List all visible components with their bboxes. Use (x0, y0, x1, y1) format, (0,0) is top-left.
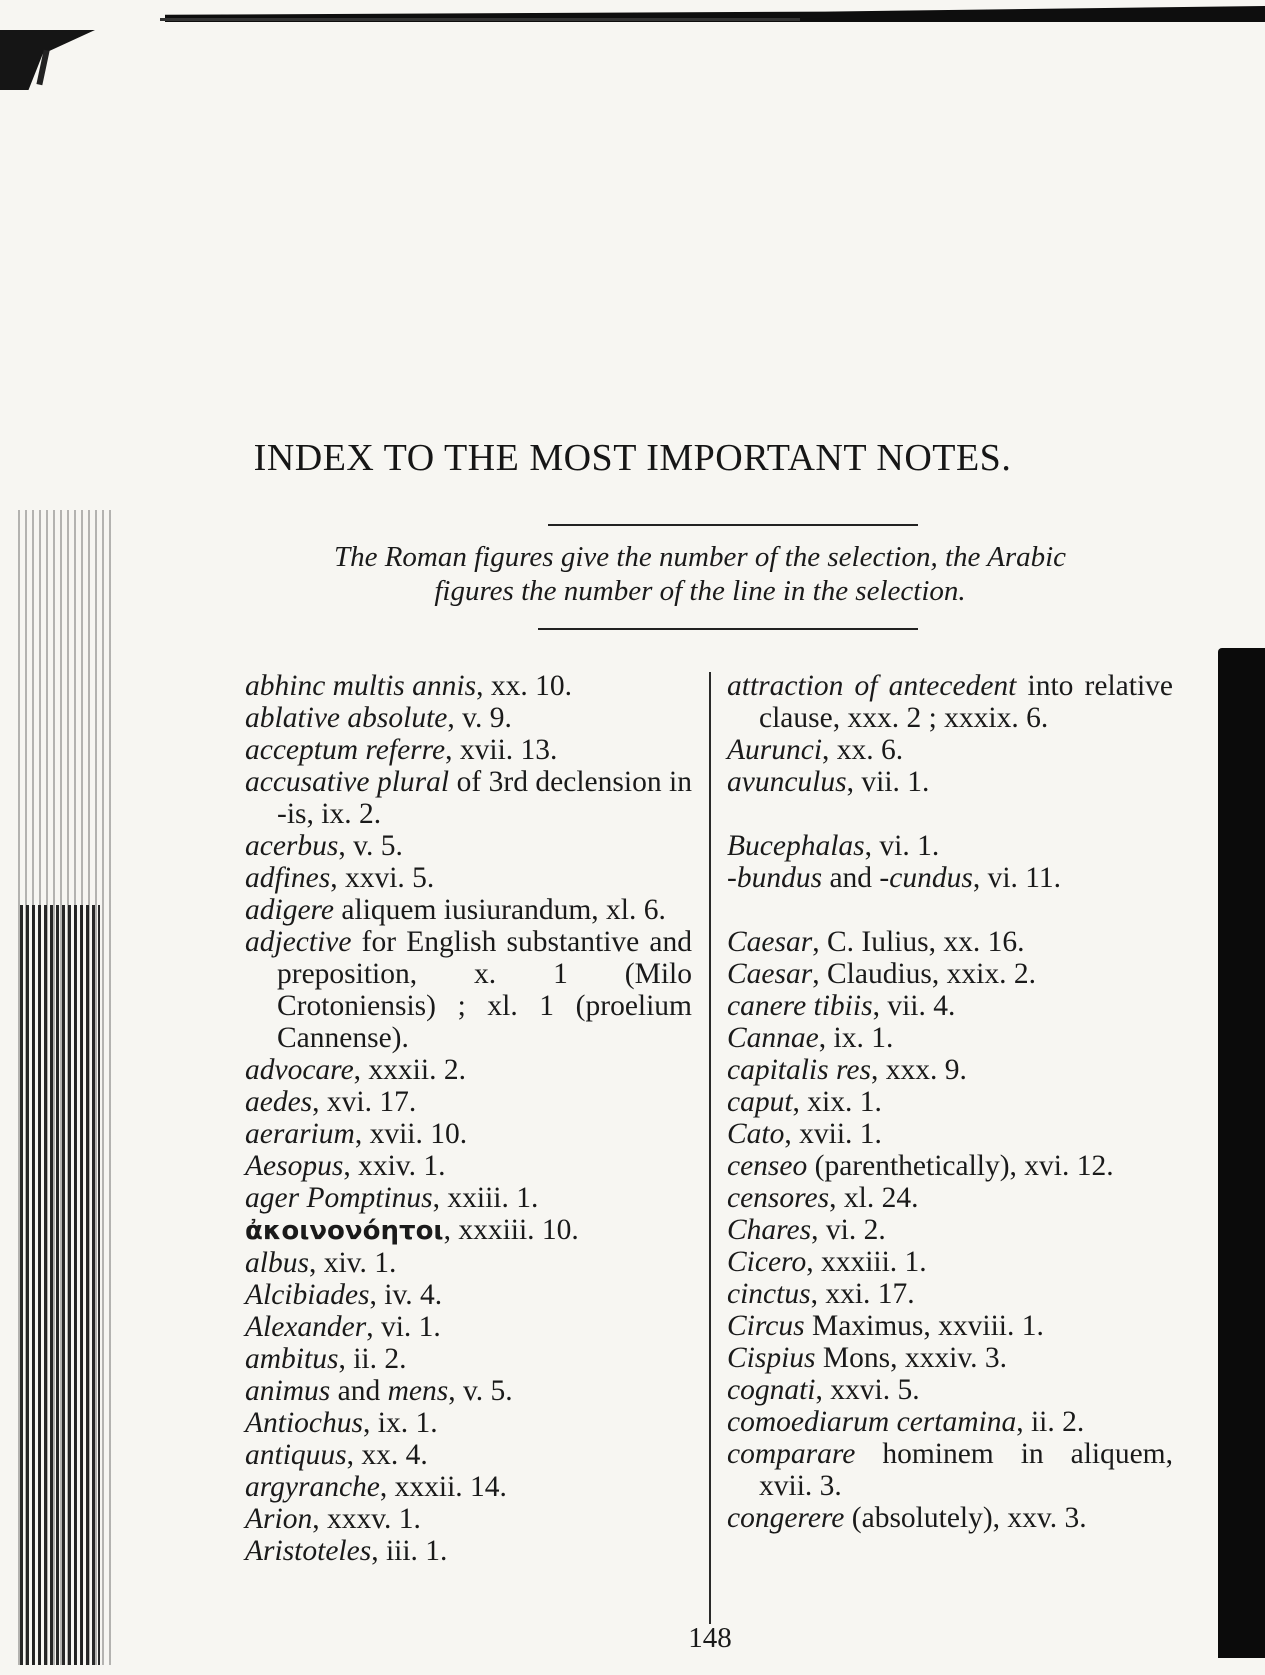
index-headword: Antiochus (245, 1407, 363, 1439)
index-entry (245, 766, 692, 830)
index-headword: Cispius (727, 1342, 816, 1374)
index-headword: animus (245, 1375, 331, 1407)
index-reference: , xvii. 13. (445, 734, 558, 766)
index-entry (727, 958, 1173, 990)
index-reference: , C. Iulius, xx. 16. (812, 926, 1025, 958)
index-headword: argyranche (245, 1471, 380, 1503)
index-headword: attraction of antecedent (727, 670, 1017, 702)
index-entry (245, 1086, 692, 1118)
index-entry (727, 1150, 1173, 1182)
index-entry (245, 830, 692, 862)
index-headword: ablative absolute (245, 702, 448, 734)
index-entry (727, 1342, 1173, 1374)
index-entry (727, 1214, 1173, 1246)
subtitle-line-1: The Roman figures give the number of the selection, the Arabic (333, 541, 1067, 573)
index-reference: , xix. 1. (792, 1086, 882, 1118)
index-reference: , xxvi. 5. (330, 862, 435, 894)
index-entry (245, 1375, 692, 1407)
index-entry (245, 1054, 692, 1086)
index-entry (727, 862, 1173, 894)
index-headword: Arion (245, 1503, 313, 1535)
index-reference: (parenthetically), xvi. 12. (807, 1150, 1114, 1182)
index-reference: , ii. 2. (1016, 1406, 1085, 1438)
index-entry (727, 1182, 1173, 1214)
index-reference: , xx. 6. (822, 734, 904, 766)
index-reference: , xxxiii. 1. (806, 1246, 927, 1278)
index-headword: Caesar (727, 958, 813, 990)
index-headword: canere tibiis (727, 990, 873, 1022)
index-reference: , xl. 24. (829, 1182, 919, 1214)
index-headword: acceptum referre (245, 734, 446, 766)
index-headword: Circus (727, 1310, 805, 1342)
index-column-left (245, 670, 692, 1567)
index-headword: adjective (245, 926, 352, 958)
index-entry (245, 670, 692, 702)
index-entry (245, 1503, 692, 1535)
index-headword: -bundus (727, 862, 823, 894)
index-entry (245, 1535, 692, 1567)
index-entry (727, 1406, 1173, 1438)
index-entry (245, 702, 692, 734)
index-headword: Alexander (245, 1311, 367, 1343)
index-entry (727, 1118, 1173, 1150)
index-reference: , xxvi. 5. (815, 1374, 920, 1406)
index-headword: avunculus (727, 766, 847, 798)
index-headword: Chares (727, 1214, 812, 1246)
index-reference: , xiv. 1. (308, 1247, 397, 1279)
index-headword: albus (245, 1247, 309, 1279)
index-entry (245, 1279, 692, 1311)
index-reference: , xxiv. 1. (343, 1150, 446, 1182)
index-headword: adigere (245, 894, 335, 926)
index-entry (245, 862, 692, 894)
subtitle (200, 540, 1200, 608)
index-headword: congerere (727, 1502, 845, 1534)
index-reference: , vii. 1. (846, 766, 930, 798)
index-entry (727, 1054, 1173, 1086)
index-reference: , xxx. 9. (870, 1054, 967, 1086)
column-divider (709, 672, 711, 1624)
index-reference: , xxiii. 1. (432, 1182, 539, 1214)
index-headword: Cannae (727, 1022, 819, 1054)
index-entry (245, 1214, 692, 1247)
index-reference: Mons, xxxiv. 3. (815, 1342, 1008, 1374)
index-reference: , xxxiii. 10. (443, 1214, 579, 1246)
index-entry (727, 1086, 1173, 1118)
index-reference: , vii. 4. (872, 990, 956, 1022)
index-entry (727, 990, 1173, 1022)
index-headword: Cicero (727, 1246, 807, 1278)
index-headword: Caesar (727, 926, 813, 958)
index-reference: , vi. 1. (864, 830, 940, 862)
index-reference: , ix. 1. (818, 1022, 894, 1054)
index-reference: , v. 5. (338, 830, 403, 862)
index-entry (727, 1374, 1173, 1406)
index-column-right (727, 670, 1173, 1534)
index-entry (245, 894, 692, 926)
index-headword: Aurunci (727, 734, 823, 766)
index-reference: , vi. 2. (811, 1214, 886, 1246)
index-headword: Bucephalas (727, 830, 865, 862)
index-entry (245, 1471, 692, 1503)
index-reference: (absolutely), xxv. 3. (844, 1502, 1087, 1534)
index-reference: , xx. 10. (476, 670, 572, 702)
index-headword: abhinc multis annis (245, 670, 477, 702)
index-headword: Aesopus (245, 1150, 344, 1182)
index-headword: Alcibiades (245, 1279, 370, 1311)
index-entry (727, 1502, 1173, 1534)
index-reference: , xvii. 1. (784, 1118, 882, 1150)
index-reference: , ix. 1. (363, 1407, 438, 1439)
index-reference: of 3rd declension in -is, ix. 2. (277, 766, 692, 830)
index-headword: capitalis res (727, 1054, 871, 1086)
index-headword: ager Pomptinus (245, 1182, 433, 1214)
index-entry (727, 1022, 1173, 1054)
index-entry (727, 1310, 1173, 1342)
index-reference: hominem in aliquem, xvii. 3. (759, 1438, 1173, 1502)
index-entry (245, 734, 692, 766)
index-reference: , xvii. 10. (354, 1118, 468, 1150)
scan-edge-top-line (160, 18, 800, 21)
index-entry (245, 1407, 692, 1439)
index-entry (727, 670, 1173, 734)
index-headword: comparare (727, 1438, 856, 1470)
index-entry (245, 1182, 692, 1214)
index-reference: , xxi. 17. (810, 1278, 915, 1310)
index-entry (727, 1438, 1173, 1502)
index-headword: Aristoteles (245, 1535, 372, 1567)
index-headword: aerarium (245, 1118, 355, 1150)
index-reference: , v. 9. (447, 702, 512, 734)
index-headword: accusative plural (245, 766, 450, 798)
index-reference: , xxxii. 14. (379, 1471, 507, 1503)
index-headword: acerbus (245, 830, 339, 862)
index-entry (727, 766, 1173, 798)
index-headword: aedes (245, 1086, 313, 1118)
index-headword: Cato (727, 1118, 785, 1150)
index-headword: comoediarum certamina (727, 1406, 1017, 1438)
index-entry (727, 734, 1173, 766)
index-reference: for English substantive and preposition, x. 1 (Milo Crotoniensis) ; xl. 1 (proelium Cannense). (277, 926, 692, 1054)
index-reference: Maximus, xxviii. 1. (804, 1310, 1044, 1342)
subtitle-line-2: figures the number of the line in the selection. (434, 575, 966, 607)
index-entry (245, 1343, 692, 1375)
title-rule-top (548, 524, 918, 526)
index-entry (727, 926, 1173, 958)
index-entry (245, 1150, 692, 1182)
index-headword-secondary: -cundus (879, 862, 973, 894)
index-entry (245, 1247, 692, 1279)
index-headword: censores (727, 1182, 830, 1214)
index-reference: , iii. 1. (371, 1535, 448, 1567)
index-headword: ἀκοινονόητοι (245, 1216, 444, 1246)
index-entry (727, 1246, 1173, 1278)
index-headword: censeo (727, 1150, 808, 1182)
index-entry (727, 830, 1173, 862)
page-number: 148 (688, 1622, 732, 1654)
title-rule-bottom (538, 628, 918, 630)
index-entry (245, 1118, 692, 1150)
page-title: INDEX TO THE MOST IMPORTANT NOTES. (253, 437, 1012, 479)
index-reference: , vi. 11. (972, 862, 1062, 894)
index-reference: , xxxii. 2. (353, 1054, 466, 1086)
index-headword: ambitus (245, 1343, 339, 1375)
scan-edge-left-dark (20, 905, 100, 1665)
index-entry (245, 1311, 692, 1343)
index-reference: , iv. 4. (369, 1279, 443, 1311)
index-headword: cinctus (727, 1278, 811, 1310)
index-reference: , vi. 1. (366, 1311, 441, 1343)
index-entry (245, 926, 692, 1054)
index-connector: and (822, 862, 880, 894)
index-headword: antiquus (245, 1439, 347, 1471)
index-reference: , xxxv. 1. (312, 1503, 421, 1535)
index-reference: , xx. 4. (346, 1439, 428, 1471)
index-reference: into relative clause, xxx. 2 ; xxxix. 6. (759, 670, 1173, 734)
index-headword: cognati (727, 1374, 816, 1406)
index-connector: and (330, 1375, 388, 1407)
index-reference: aliquem iusiurandum, xl. 6. (334, 894, 666, 926)
index-headword-secondary: mens (387, 1375, 449, 1407)
index-headword: caput (727, 1086, 793, 1118)
index-reference: , Claudius, xxix. 2. (812, 958, 1036, 990)
index-entry (727, 1278, 1173, 1310)
index-reference: , xvi. 17. (312, 1086, 417, 1118)
scan-edge-right (1218, 648, 1265, 1658)
index-headword: adfines (245, 862, 331, 894)
index-headword: advocare (245, 1054, 354, 1086)
index-entry (245, 1439, 692, 1471)
index-reference: , ii. 2. (338, 1343, 407, 1375)
index-reference: , v. 5. (448, 1375, 513, 1407)
